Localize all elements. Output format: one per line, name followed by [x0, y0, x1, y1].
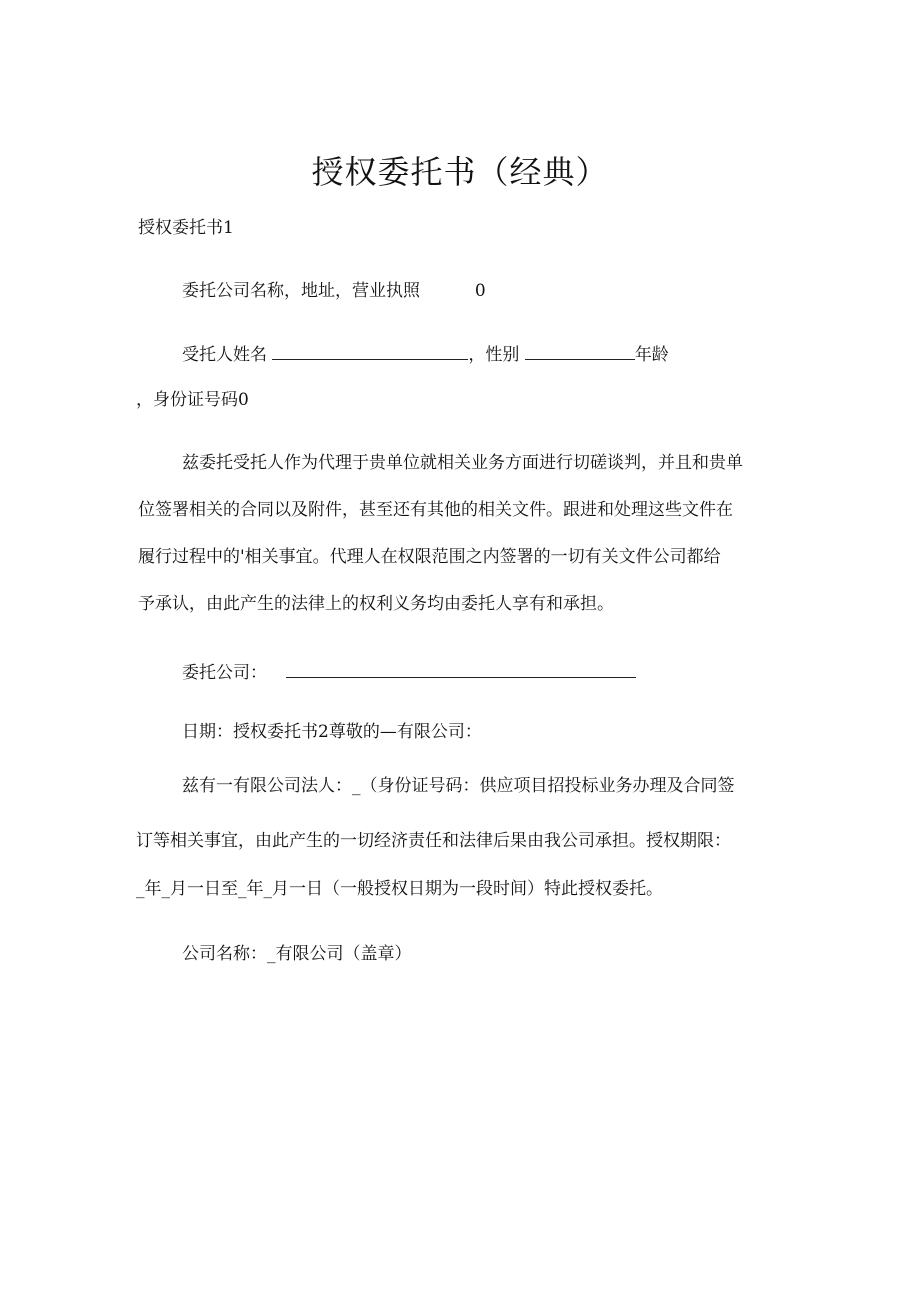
trustee-line: [182, 343, 669, 365]
entrusting-company-line: [182, 661, 636, 683]
trustee-name-label: 受托人姓名: [182, 345, 267, 365]
body-line-2: 位签署相关的合同以及附件，甚至还有其他的相关文件。跟进和处理这些文件在: [138, 500, 733, 520]
company-name-line: 公司名称：_有限公司（盖章）: [182, 944, 412, 964]
body-line-3: 履行过程中的'相关事宜。代理人在权限范围之内签署的一切有关文件公司都给: [138, 547, 721, 567]
body2-line-1: 兹有一有限公司法人：_（身份证号码：供应项目招投标业务办理及合同签: [182, 776, 735, 796]
age-label: 年龄: [634, 345, 669, 365]
date-line: 日期：授权委托书2尊敬的—有限公司：: [182, 722, 482, 742]
company-info-label: 委托公司名称，地址，营业执照: [182, 281, 420, 301]
gender-label: ，性别: [468, 345, 520, 365]
body-line-1: 兹委托受托人作为代理于贵单位就相关业务方面进行切磋谈判，并且和贵单: [182, 453, 743, 473]
gender-blank: [525, 343, 635, 360]
company-info-line: [182, 281, 486, 301]
entrusting-company-label: 委托公司：: [182, 663, 267, 683]
document-title: 授权委托书（经典）: [311, 153, 609, 191]
body2-line-2: 订等相关事宜，由此产生的一切经济责任和法律后果由我公司承担。授权期限：: [136, 831, 731, 851]
subtitle-1: 授权委托书1: [138, 218, 234, 238]
body2-line-3: _年_月一日至_年_月一日（一般授权日期为一段时间）特此授权委托。: [136, 879, 663, 899]
trustee-name-blank: [272, 343, 468, 360]
company-info-value: 0: [474, 281, 486, 301]
id-number-line: ，身份证号码0: [136, 390, 249, 410]
entrusting-company-blank: [286, 661, 636, 678]
body-line-4: 予承认，由此产生的法律上的权利义务均由委托人享有和承担。: [138, 594, 614, 614]
